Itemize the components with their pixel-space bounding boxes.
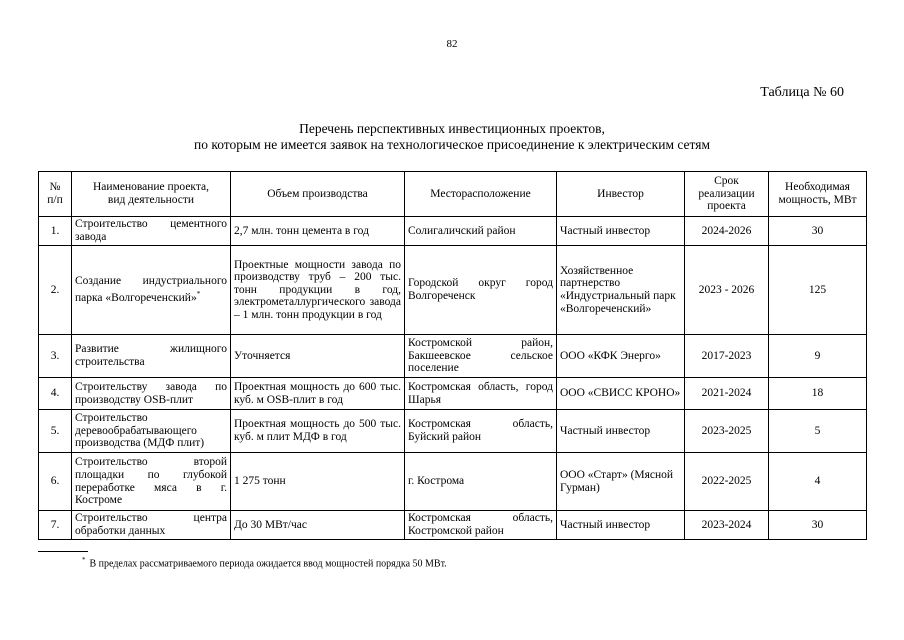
project-name: Строительству завода по производству OSB-плит — [72, 378, 231, 410]
location: Солигаличский район — [405, 217, 557, 246]
term: 2021-2024 — [685, 378, 769, 410]
production-volume: 1 275 тонн — [231, 453, 405, 511]
table-row — [39, 217, 867, 246]
row-number: 3. — [39, 335, 72, 378]
term: 2023-2024 — [685, 511, 769, 540]
project-name: Развитие жилищного строительства — [72, 335, 231, 378]
production-volume: Проектная мощность до 500 тыс. куб. м плит МДФ в год — [231, 410, 405, 453]
table-row — [39, 246, 867, 335]
location: г. Кострома — [405, 453, 557, 511]
power: 4 — [769, 453, 867, 511]
table-row — [39, 378, 867, 410]
production-volume: Проектная мощность до 600 тыс. куб. м OSB-плит в год — [231, 378, 405, 410]
row-number: 7. — [39, 511, 72, 540]
investor: ООО «Старт» (Мясной Гурман) — [557, 453, 685, 511]
table-row — [39, 335, 867, 378]
project-name: Строительство цементного завода — [72, 217, 231, 246]
table-title-line-1: Перечень перспективных инвестиционных проектов, — [299, 121, 605, 136]
location: Костромская область, Буйский район — [405, 410, 557, 453]
table-title — [0, 121, 904, 153]
location: Городской округ город Волгореченск — [405, 246, 557, 335]
header-term: Срок реализации проекта — [685, 172, 769, 217]
investor: Хозяйственное партнерство «Индустриальный парк «Волгореченский» — [557, 246, 685, 335]
power: 30 — [769, 217, 867, 246]
table-title-line-2: по которым не имеется заявок на технологическое присоединение к электрическим сетям — [194, 137, 710, 152]
investment-projects-table — [38, 171, 867, 540]
term: 2022-2025 — [685, 453, 769, 511]
term: 2017-2023 — [685, 335, 769, 378]
row-number: 2. — [39, 246, 72, 335]
production-volume: Уточняется — [231, 335, 405, 378]
page-number: 82 — [446, 38, 458, 50]
row-number: 6. — [39, 453, 72, 511]
power: 9 — [769, 335, 867, 378]
term: 2024-2026 — [685, 217, 769, 246]
investor: Частный инвестор — [557, 410, 685, 453]
production-volume: До 30 МВт/час — [231, 511, 405, 540]
project-name: Создание индустриального парка «Волгореченский»* — [72, 246, 231, 335]
header-project-name: Наименование проекта, вид деятельности — [72, 172, 231, 217]
investor: ООО «СВИСС КРОНО» — [557, 378, 685, 410]
table-row — [39, 453, 867, 511]
row-number: 5. — [39, 410, 72, 453]
project-name: Строительство деревообрабатывающего производства (МДФ плит) — [72, 410, 231, 453]
header-power: Необходимая мощность, МВт — [769, 172, 867, 217]
power: 5 — [769, 410, 867, 453]
investor: Частный инвестор — [557, 511, 685, 540]
table-row — [39, 410, 867, 453]
power: 125 — [769, 246, 867, 335]
row-number: 1. — [39, 217, 72, 246]
investor: ООО «КФК Энерго» — [557, 335, 685, 378]
header-row — [39, 172, 867, 217]
table-row — [39, 511, 867, 540]
production-volume: Проектные мощности завода по производству труб – 200 тыс. тонн продукции в год, электрометаллургического завода – 1 млн. тонн продукции в год — [231, 246, 405, 335]
location: Костромская область, Костромской район — [405, 511, 557, 540]
power: 18 — [769, 378, 867, 410]
footnote-text: В пределах рассматриваемого периода ожидается ввод мощностей порядка 50 МВт. — [89, 558, 447, 570]
power: 30 — [769, 511, 867, 540]
footnote-separator — [38, 551, 88, 552]
project-name: Строительство центра обработки данных — [72, 511, 231, 540]
header-investor: Инвестор — [557, 172, 685, 217]
footnote — [82, 556, 447, 569]
footnote-marker: * — [196, 290, 201, 299]
project-name: Строительство второй площадки по глубокой переработке мяса в г. Костроме — [72, 453, 231, 511]
term: 2023-2025 — [685, 410, 769, 453]
footnote-marker: * — [82, 556, 86, 564]
header-location: Месторасположение — [405, 172, 557, 217]
investor: Частный инвестор — [557, 217, 685, 246]
location: Костромской район, Бакшеевское сельское поселение — [405, 335, 557, 378]
term: 2023 - 2026 — [685, 246, 769, 335]
location: Костромская область, город Шарья — [405, 378, 557, 410]
row-number: 4. — [39, 378, 72, 410]
production-volume: 2,7 млн. тонн цемента в год — [231, 217, 405, 246]
header-number: № п/п — [39, 172, 72, 217]
table-label: Таблица № 60 — [760, 85, 844, 100]
header-volume: Объем производства — [231, 172, 405, 217]
